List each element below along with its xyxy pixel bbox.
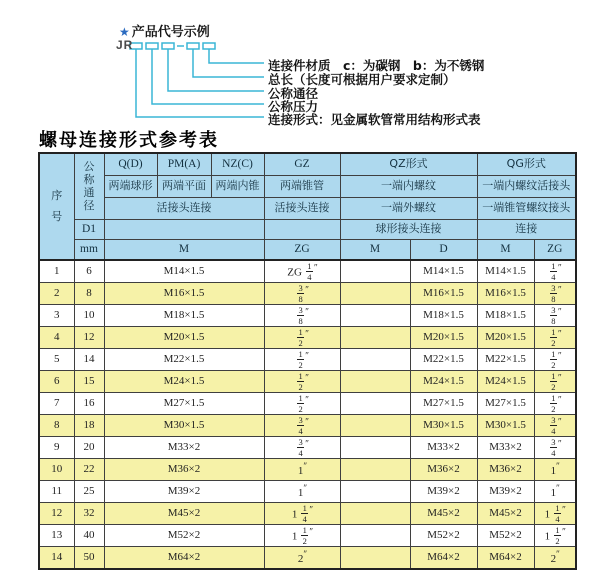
inch-mark: ″	[309, 504, 313, 515]
header-qz-desc2: 一端外螺纹	[340, 197, 477, 219]
inch-mark: ″	[305, 328, 308, 339]
header-row-1	[39, 153, 576, 175]
table-cell: 1	[39, 260, 74, 283]
table-cell	[340, 260, 410, 283]
table-cell: M45×2	[410, 503, 477, 525]
table-cell: M27×1.5	[477, 393, 534, 415]
inch-mark: ″	[558, 262, 561, 273]
table-row	[39, 481, 576, 503]
header-nz-desc: 两端内锥	[211, 175, 264, 197]
table-body	[39, 260, 576, 569]
fraction: $\frac{1}{2}$	[298, 327, 303, 348]
table-cell: M36×2	[104, 459, 264, 481]
inch-mark: ″	[556, 548, 559, 559]
table-cell: M20×1.5	[477, 327, 534, 349]
table-cell: 25	[74, 481, 104, 503]
table-cell: 1 $\frac{1}{4}$ ″	[264, 503, 340, 525]
header-qg-desc2: 一端锥管螺纹接头	[477, 197, 576, 219]
table-title: 螺母连接形式参考表	[39, 130, 219, 151]
table-cell: M33×2	[104, 437, 264, 459]
lead-line-material	[209, 49, 264, 63]
table-cell: M20×1.5	[104, 327, 264, 349]
header-gz-desc: 两端锥管	[264, 175, 340, 197]
table-cell: 13	[39, 525, 74, 547]
table-cell: M45×2	[477, 503, 534, 525]
lead-line-connection	[136, 49, 264, 117]
table-cell: M27×1.5	[410, 393, 477, 415]
table-cell: M45×2	[104, 503, 264, 525]
header-d1: D1	[74, 219, 104, 239]
table-cell	[340, 349, 410, 371]
table-cell	[340, 437, 410, 459]
lead-line-diameter	[168, 49, 264, 91]
fraction: $\frac{1}{2}$	[298, 349, 303, 370]
table-cell: M39×2	[477, 481, 534, 503]
code-box-2	[146, 43, 158, 49]
table-cell: M22×1.5	[410, 349, 477, 371]
fraction: $\frac{1}{2}$	[551, 349, 556, 370]
label-pressure: 公称压力	[268, 99, 319, 114]
table-cell: 20	[74, 437, 104, 459]
table-row	[39, 371, 576, 393]
diagram-title-text: 产品代号示例	[131, 25, 210, 40]
header-zg-label: ZG	[264, 239, 340, 260]
table-cell: M30×1.5	[477, 415, 534, 437]
table-cell: M36×2	[410, 459, 477, 481]
fraction: $\frac{1}{2}$	[551, 327, 556, 348]
table-cell: 10	[74, 305, 104, 327]
table-cell	[534, 283, 576, 305]
table-cell: 11	[39, 481, 74, 503]
inch-mark: ″	[558, 284, 561, 295]
header-union-conn: 活接头连接	[104, 197, 264, 219]
header-qz-d: D	[410, 239, 477, 260]
table-cell	[534, 415, 576, 437]
table-cell: ZG $\frac{1}{4}$ ″	[264, 260, 340, 283]
table-cell: 12	[39, 503, 74, 525]
code-prefix: JR	[116, 38, 134, 52]
product-code-diagram	[0, 0, 600, 130]
table-cell: M16×1.5	[410, 283, 477, 305]
inch-mark: ″	[558, 416, 561, 427]
header-gz-conn: 活接头连接	[264, 197, 340, 219]
inch-mark: ″	[558, 372, 561, 383]
table-cell	[340, 547, 410, 570]
table-cell: 4	[39, 327, 74, 349]
table-cell: M18×1.5	[410, 305, 477, 327]
table-cell: 18	[74, 415, 104, 437]
table-row	[39, 393, 576, 415]
table-cell	[340, 503, 410, 525]
table-cell: 2″	[264, 547, 340, 570]
table-cell: M30×1.5	[410, 415, 477, 437]
header-row-2	[39, 175, 576, 197]
inch-mark: ″	[305, 284, 308, 295]
table-cell: M18×1.5	[104, 305, 264, 327]
table-row	[39, 327, 576, 349]
table-cell: 22	[74, 459, 104, 481]
table-cell	[340, 371, 410, 393]
fraction: $\frac{3}{8}$	[551, 305, 556, 326]
fraction: $\frac{1}{2}$	[298, 371, 303, 392]
table-cell: 5	[39, 349, 74, 371]
inch-mark: ″	[558, 394, 561, 405]
table-cell: M33×2	[477, 437, 534, 459]
header-row-5	[39, 239, 576, 260]
table-cell	[340, 305, 410, 327]
label-length: 总长（长度可根据用户要求定制）	[268, 72, 456, 87]
inch-mark: ″	[303, 460, 307, 471]
table-cell	[534, 327, 576, 349]
table-cell: M14×1.5	[410, 260, 477, 283]
code-box-3	[162, 43, 174, 49]
table-row	[39, 305, 576, 327]
inch-mark: ″	[556, 482, 559, 493]
header-col-qg: QG形式	[477, 153, 576, 175]
header-empty-gz	[264, 219, 340, 239]
table-cell: 40	[74, 525, 104, 547]
table-cell: 6	[39, 371, 74, 393]
table-cell	[264, 393, 340, 415]
table-row	[39, 260, 576, 283]
table-cell: M52×2	[477, 525, 534, 547]
header-col-qz: QZ形式	[340, 153, 477, 175]
header-qg-m: M	[477, 239, 534, 260]
table-row	[39, 525, 576, 547]
fraction: $\frac{3}{4}$	[551, 415, 556, 436]
table-cell: M16×1.5	[104, 283, 264, 305]
inch-mark: ″	[562, 504, 565, 515]
star-icon: ★	[119, 25, 130, 39]
table-cell	[534, 349, 576, 371]
header-empty-m	[104, 219, 264, 239]
table-cell: 6	[74, 260, 104, 283]
table-cell: 3	[39, 305, 74, 327]
inch-mark: ″	[305, 416, 308, 427]
table-cell: 8	[74, 283, 104, 305]
table-cell: M20×1.5	[410, 327, 477, 349]
table-cell	[534, 371, 576, 393]
table-row	[39, 349, 576, 371]
table-cell: 1″	[264, 481, 340, 503]
table-cell	[264, 371, 340, 393]
header-qg-desc1: 一端内螺纹活接头	[477, 175, 576, 197]
table-cell: M24×1.5	[477, 371, 534, 393]
header-qz-desc1: 一端内螺纹	[340, 175, 477, 197]
table-cell: M30×1.5	[104, 415, 264, 437]
table-cell	[340, 393, 410, 415]
table-row	[39, 547, 576, 570]
table-cell: M18×1.5	[477, 305, 534, 327]
table-row	[39, 459, 576, 481]
code-box-5	[203, 43, 215, 49]
fraction: $\frac{1}{4}$	[307, 261, 312, 282]
header-m-label: M	[104, 239, 264, 260]
table-row	[39, 503, 576, 525]
table-cell: M64×2	[410, 547, 477, 570]
table-row	[39, 283, 576, 305]
table-cell: M14×1.5	[104, 260, 264, 283]
inch-mark: ″	[305, 350, 308, 361]
header-col-gz: GZ	[264, 153, 340, 175]
table-cell: 15	[74, 371, 104, 393]
table-cell	[340, 415, 410, 437]
table-cell: M27×1.5	[104, 393, 264, 415]
table-cell: M52×2	[410, 525, 477, 547]
table-cell	[264, 283, 340, 305]
table-cell: 50	[74, 547, 104, 570]
header-q-desc: 两端球形	[104, 175, 157, 197]
table-cell	[340, 481, 410, 503]
inch-mark: ″	[558, 350, 561, 361]
table-cell: M14×1.5	[477, 260, 534, 283]
table-cell: 8	[39, 415, 74, 437]
fraction: $\frac{1}{4}$	[551, 261, 556, 282]
table-cell: M39×2	[104, 481, 264, 503]
table-row	[39, 415, 576, 437]
fraction: $\frac{1}{2}$	[302, 525, 307, 546]
table-cell: 1 $\frac{1}{4}$ ″	[534, 503, 576, 525]
header-qz-m: M	[340, 239, 410, 260]
table-cell	[264, 415, 340, 437]
inch-mark: ″	[562, 526, 565, 537]
table-cell: 1″	[264, 459, 340, 481]
fraction: $\frac{3}{8}$	[551, 283, 556, 304]
table-cell	[534, 260, 576, 283]
table-cell	[340, 327, 410, 349]
header-row-4	[39, 219, 576, 239]
header-qz-conn: 球形接头连接	[340, 219, 477, 239]
fraction: $\frac{3}{8}$	[298, 283, 303, 304]
inch-mark: ″	[305, 306, 308, 317]
inch-mark: ″	[305, 394, 308, 405]
fraction: $\frac{1}{2}$	[298, 393, 303, 414]
table-cell: M36×2	[477, 459, 534, 481]
table-cell: M16×1.5	[477, 283, 534, 305]
inch-mark: ″	[558, 328, 561, 339]
table-cell	[264, 327, 340, 349]
header-col-q: Q(D)	[104, 153, 157, 175]
table-cell	[340, 283, 410, 305]
code-box-4	[187, 43, 199, 49]
table-cell: 10	[39, 459, 74, 481]
table-cell	[340, 525, 410, 547]
table-cell: 2″	[534, 547, 576, 570]
inch-mark: ″	[556, 460, 559, 471]
inch-mark: ″	[558, 306, 561, 317]
table-cell	[534, 305, 576, 327]
table-cell	[340, 459, 410, 481]
inch-mark: ″	[305, 438, 308, 449]
table-cell: 1″	[534, 459, 576, 481]
table-header	[39, 153, 576, 260]
fraction: $\frac{1}{2}$	[551, 393, 556, 414]
table-cell: 16	[74, 393, 104, 415]
reference-table	[38, 152, 577, 570]
table-cell: M52×2	[104, 525, 264, 547]
label-material: 连接件材质 c：为碳钢 b：为不锈钢	[268, 58, 485, 73]
table-cell	[264, 437, 340, 459]
inch-mark: ″	[303, 548, 307, 559]
table-row	[39, 437, 576, 459]
table-cell: M22×1.5	[477, 349, 534, 371]
fraction: $\frac{1}{4}$	[555, 503, 560, 524]
header-col-pm: PM(A)	[157, 153, 211, 175]
table-cell: 14	[39, 547, 74, 570]
table-cell: 14	[74, 349, 104, 371]
table-cell	[264, 305, 340, 327]
table-cell: 7	[39, 393, 74, 415]
header-col-nz: NZ(C)	[211, 153, 264, 175]
table-cell: 1 $\frac{1}{2}$ ″	[264, 525, 340, 547]
fraction: $\frac{3}{4}$	[298, 437, 303, 458]
table-cell: M22×1.5	[104, 349, 264, 371]
fraction: $\frac{1}{2}$	[551, 371, 556, 392]
table-cell: M24×1.5	[104, 371, 264, 393]
table-cell: 12	[74, 327, 104, 349]
fraction: $\frac{3}{4}$	[551, 437, 556, 458]
table-cell: 9	[39, 437, 74, 459]
table-cell: M39×2	[410, 481, 477, 503]
header-qg-conn: 连接	[477, 219, 576, 239]
header-seq: 序 号	[39, 153, 74, 260]
table-cell: 32	[74, 503, 104, 525]
header-pm-desc: 两端平面	[157, 175, 211, 197]
fraction: $\frac{1}{2}$	[555, 525, 560, 546]
label-connection: 连接形式：见金属软管常用结构形式表	[268, 112, 481, 127]
table-cell	[534, 393, 576, 415]
inch-mark: ″	[305, 372, 308, 383]
header-row-3	[39, 197, 576, 219]
header-qg-zg: ZG	[534, 239, 576, 260]
inch-mark: ″	[313, 262, 317, 273]
inch-mark: ″	[558, 438, 561, 449]
inch-mark: ″	[303, 482, 307, 493]
table-cell	[534, 437, 576, 459]
fraction: $\frac{1}{4}$	[302, 503, 307, 524]
label-diameter: 公称通径	[268, 86, 319, 101]
fraction: $\frac{3}{4}$	[298, 415, 303, 436]
fraction: $\frac{3}{8}$	[298, 305, 303, 326]
header-mm: mm	[74, 239, 104, 260]
table-cell: M64×2	[104, 547, 264, 570]
table-cell: M24×1.5	[410, 371, 477, 393]
table-cell: 1″	[534, 481, 576, 503]
table-cell: 2	[39, 283, 74, 305]
table-cell: M33×2	[410, 437, 477, 459]
table-cell: M64×2	[477, 547, 534, 570]
header-dn: 公 称 通 径	[74, 153, 104, 219]
table-cell: 1 $\frac{1}{2}$ ″	[534, 525, 576, 547]
table-cell	[264, 349, 340, 371]
inch-mark: ″	[309, 526, 313, 537]
